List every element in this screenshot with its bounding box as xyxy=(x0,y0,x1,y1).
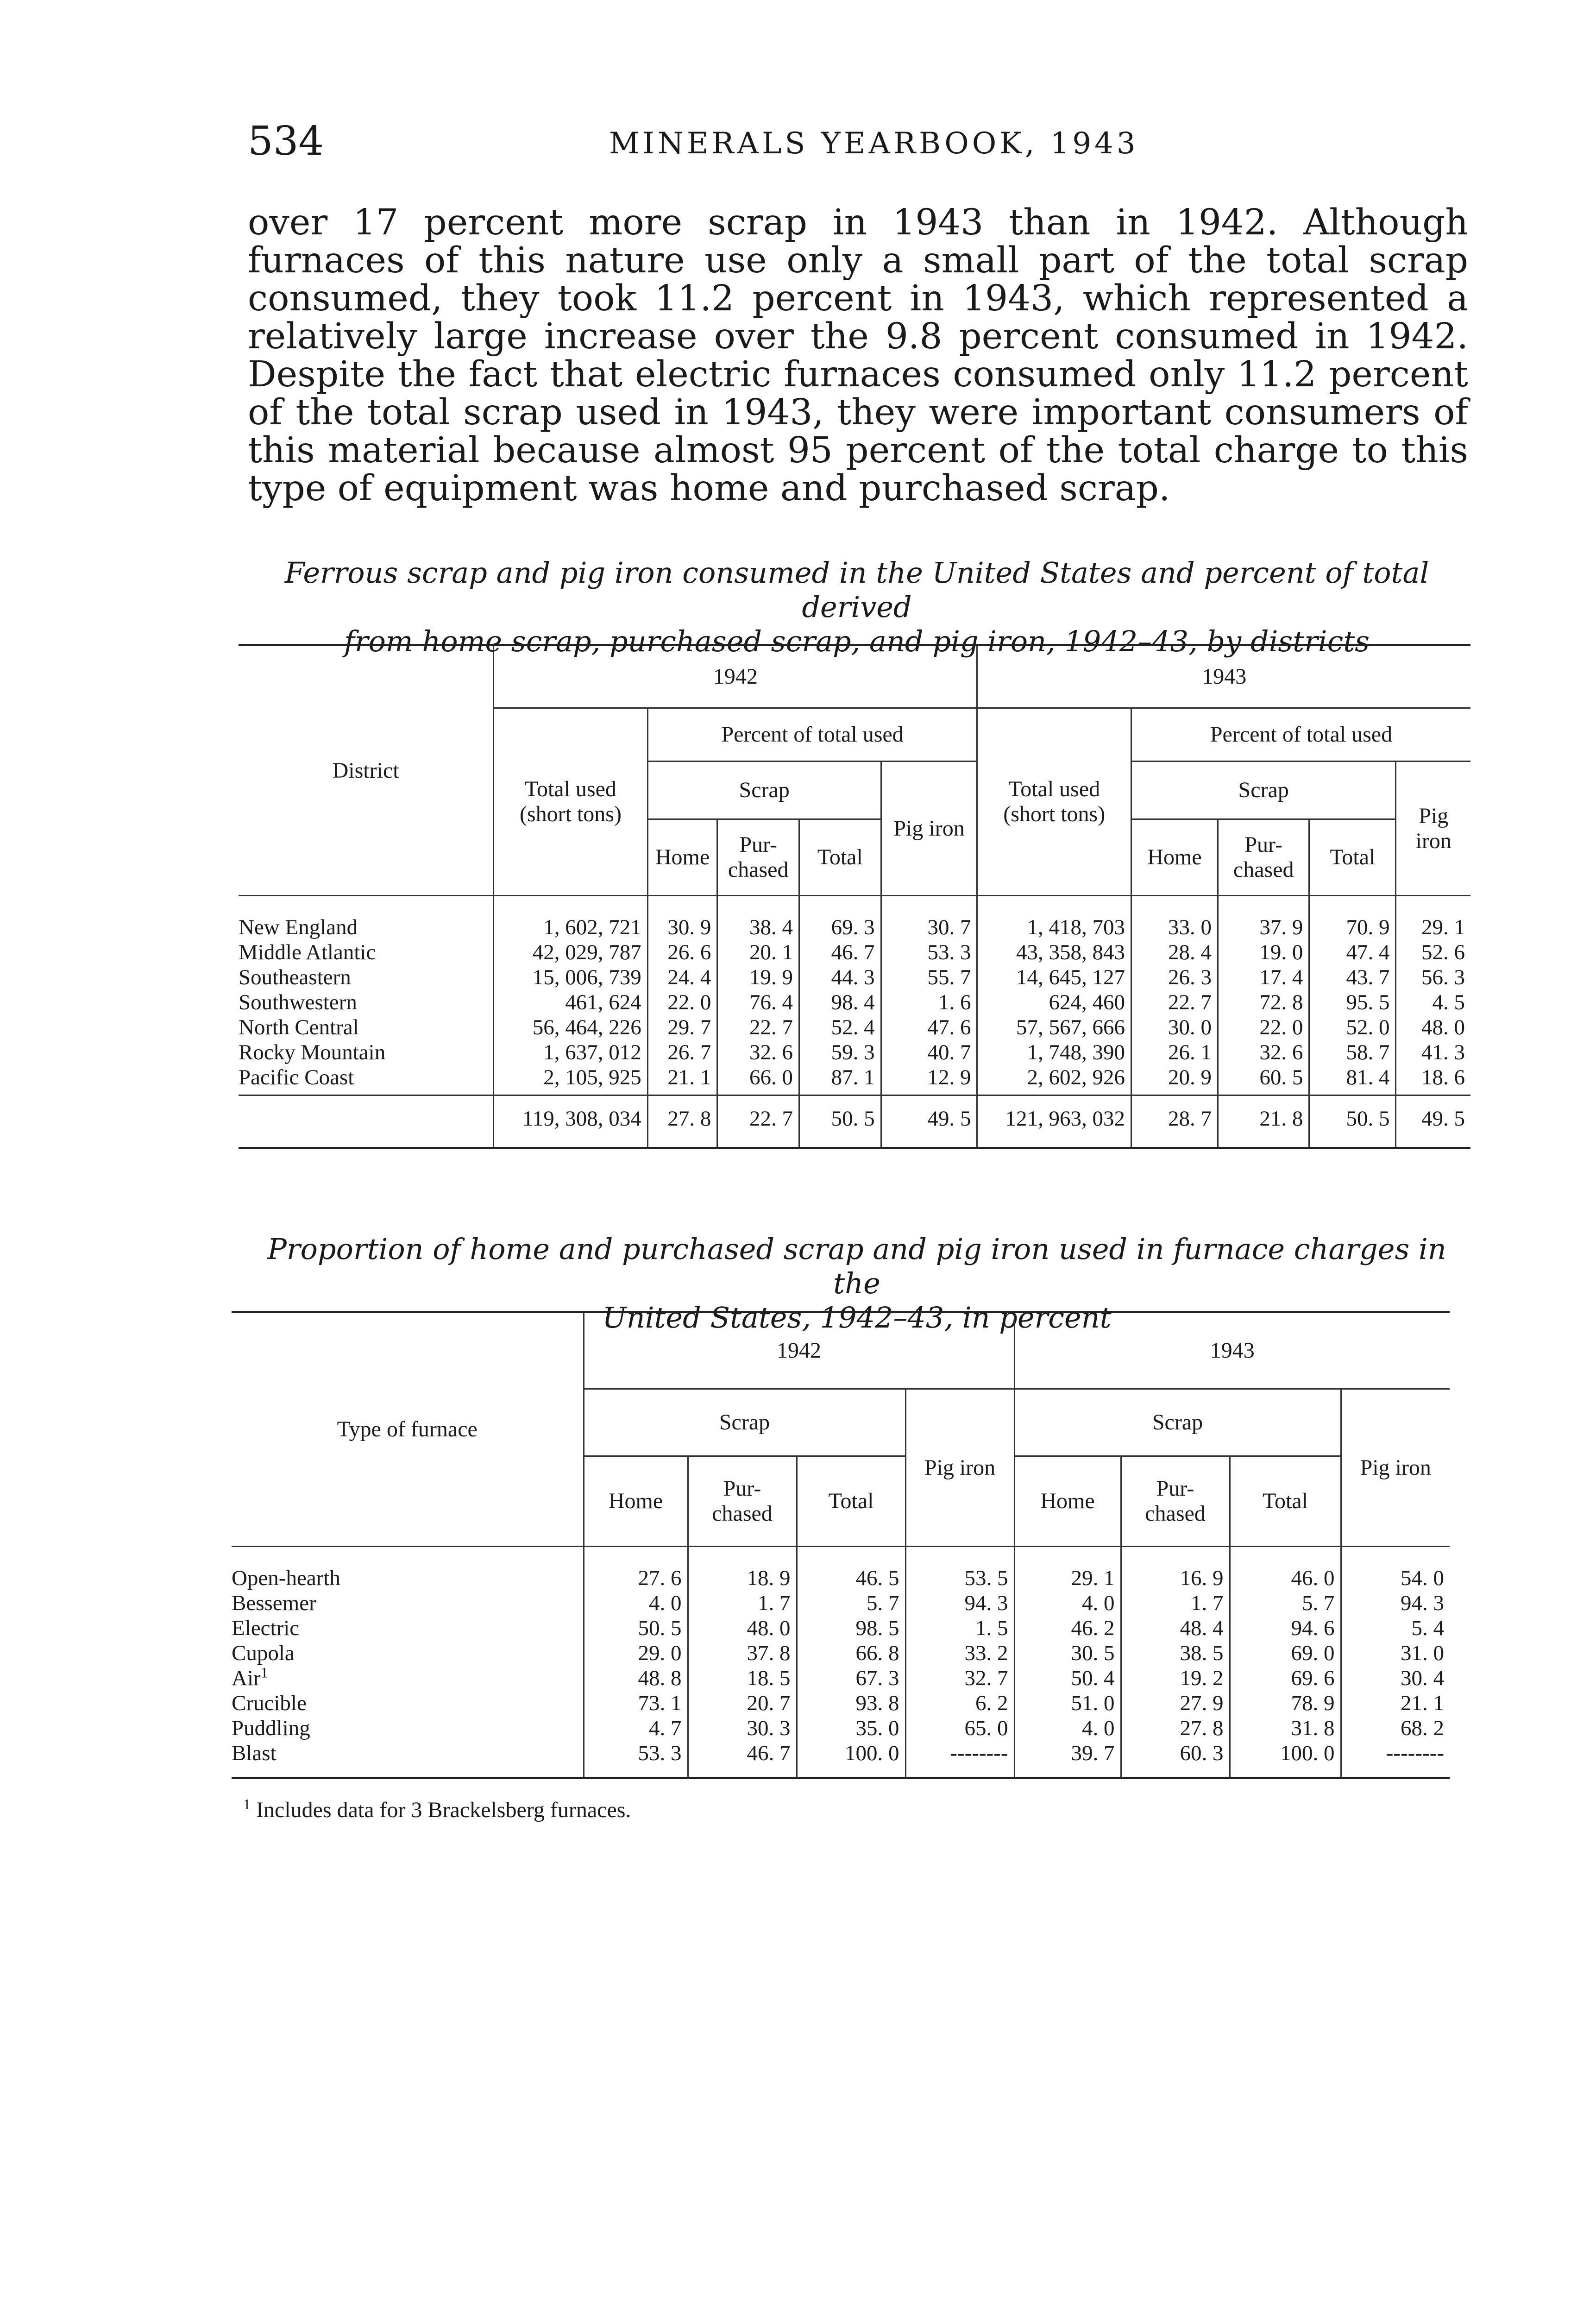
cell-total-1943: 95. 5 xyxy=(1309,990,1396,1015)
year-1943-header: 1943 xyxy=(1014,1312,1450,1389)
cell-purchased-1942: 20. 7 xyxy=(688,1691,797,1716)
cell-purchased-1943: 48. 4 xyxy=(1121,1616,1230,1641)
cell-purchased-1942: 18. 5 xyxy=(688,1666,797,1691)
scrap-1943-header: Scrap xyxy=(1131,762,1395,819)
cell-total-used-1943: 14, 645, 127 xyxy=(977,965,1131,990)
cell-pig-iron-1943: 94. 3 xyxy=(1341,1591,1450,1616)
cell-home-1943: 20. 9 xyxy=(1131,1065,1218,1095)
percent-total-1943-header: Percent of total used xyxy=(1131,708,1470,762)
district-row xyxy=(239,1015,1470,1040)
cell-total-1943: 46. 0 xyxy=(1230,1547,1341,1591)
cell-total-1942: 87. 1 xyxy=(799,1065,881,1095)
cell-pig-iron-1943: 54. 0 xyxy=(1341,1547,1450,1591)
cell-home-1942: 4. 7 xyxy=(584,1716,688,1741)
furnace-row xyxy=(232,1591,1450,1616)
cell-purchased-1942: 38. 4 xyxy=(717,896,799,940)
cell-total-1943: 43. 7 xyxy=(1309,965,1396,990)
cell-pig-iron-1942: 65. 0 xyxy=(905,1716,1014,1741)
cell-purchased-1942: 32. 6 xyxy=(717,1040,799,1065)
cell-home-1942: 24. 4 xyxy=(647,965,717,990)
cell-purchased-1943: 32. 6 xyxy=(1218,1040,1309,1065)
cell-total-used-1943: 2, 602, 926 xyxy=(977,1065,1131,1095)
total-1943-header: Total xyxy=(1230,1456,1341,1547)
cell-purchased-1942: 19. 9 xyxy=(717,965,799,990)
cell-home-1942: 21. 1 xyxy=(647,1065,717,1095)
cell-home-1942: 27. 8 xyxy=(647,1095,717,1148)
cell-purchased-1942: 22. 7 xyxy=(717,1095,799,1148)
home-1943-header: Home xyxy=(1131,819,1218,896)
scrap-1943-header: Scrap xyxy=(1014,1389,1341,1456)
year-1942-header: 1942 xyxy=(494,645,977,708)
cell-home-1942: 29. 7 xyxy=(647,1015,717,1040)
cell-pig-iron-1942: 53. 3 xyxy=(881,940,977,965)
cell-total-1942: 59. 3 xyxy=(799,1040,881,1065)
cell-total-1942: 46. 5 xyxy=(797,1547,905,1591)
furnace-name: Crucible xyxy=(232,1691,307,1715)
cell-home-1943: 50. 4 xyxy=(1014,1666,1121,1691)
cell-home-1943: 33. 0 xyxy=(1131,896,1218,940)
district-name: Rocky Mountain xyxy=(239,1040,386,1064)
cell-total-1942: 67. 3 xyxy=(797,1666,905,1691)
scrap-1942-header: Scrap xyxy=(647,762,881,819)
cell-total-1942: 98. 5 xyxy=(797,1616,905,1641)
cell-total-used-1943: 1, 748, 390 xyxy=(977,1040,1131,1065)
furnace-name: Puddling xyxy=(232,1716,310,1740)
cell-purchased-1942: 30. 3 xyxy=(688,1716,797,1741)
cell-home-1942: 73. 1 xyxy=(584,1691,688,1716)
furnace-name: Air xyxy=(232,1666,261,1690)
cell-home-1943: 30. 5 xyxy=(1014,1641,1121,1666)
cell-total-1943: 70. 9 xyxy=(1309,896,1396,940)
furnace-name: Open-hearth xyxy=(232,1566,340,1590)
cell-pig-iron-1943: 4. 5 xyxy=(1396,990,1470,1015)
pig-iron-1942-header: Pig iron xyxy=(905,1389,1014,1547)
cell-pig-iron-1943: 49. 5 xyxy=(1396,1095,1470,1148)
furnace-proportion-table xyxy=(232,1311,1450,1779)
cell-pig-iron-1942: 94. 3 xyxy=(905,1591,1014,1616)
furnace-row xyxy=(232,1666,1450,1691)
running-title: MINERALS YEARBOOK, 1943 xyxy=(609,126,1139,161)
furnace-row xyxy=(232,1716,1450,1741)
cell-purchased-1943: 27. 9 xyxy=(1121,1691,1230,1716)
cell-total-used-1943: 121, 963, 032 xyxy=(977,1095,1131,1148)
cell-total-1943: 58. 7 xyxy=(1309,1040,1396,1065)
cell-total-1943: 5. 7 xyxy=(1230,1591,1341,1616)
cell-purchased-1942: 22. 7 xyxy=(717,1015,799,1040)
cell-total-used-1943: 43, 358, 843 xyxy=(977,940,1131,965)
district-name: Southeastern xyxy=(239,965,351,989)
district-row xyxy=(239,990,1470,1015)
table1-caption-line: from home scrap, purchased scrap, and pig iron, 1942–43, by districts xyxy=(344,624,1370,658)
cell-total-used-1942: 119, 308, 034 xyxy=(494,1095,648,1148)
body-paragraph: over 17 percent more scrap in 1943 than in 1942. Although furnaces of this nature use only a small part of the total scrap consumed, they took 11.2 percent in 1943, which represented a relatively large increase over the 9.8 percent consumed in 1942. Despite the fact that electric furnaces consumed only 11.2 percent of the total scrap used in 1943, they were important consumers of this material because almost 95 percent of the total charge to this type of equipment was home and purchased scrap. xyxy=(248,202,1468,509)
cell-purchased-1943: 37. 9 xyxy=(1218,896,1309,940)
district-consumption-table xyxy=(239,644,1470,1149)
cell-pig-iron-1943: 52. 6 xyxy=(1396,940,1470,965)
district-name: Pacific Coast xyxy=(239,1065,354,1089)
cell-purchased-1943: 60. 3 xyxy=(1121,1741,1230,1778)
cell-total-1942: 50. 5 xyxy=(799,1095,881,1148)
cell-total-used-1942: 1, 637, 012 xyxy=(494,1040,648,1065)
scrap-1942-header: Scrap xyxy=(584,1389,905,1456)
furnace-name-cell xyxy=(232,1666,584,1691)
cell-pig-iron-1942: 1. 6 xyxy=(881,990,977,1015)
cell-total-used-1943: 624, 460 xyxy=(977,990,1131,1015)
cell-home-1943: 39. 7 xyxy=(1014,1741,1121,1778)
cell-pig-iron-1943: 56. 3 xyxy=(1396,965,1470,990)
furnace-row xyxy=(232,1616,1450,1641)
cell-pig-iron-1942: 47. 6 xyxy=(881,1015,977,1040)
cell-total-1942: 5. 7 xyxy=(797,1591,905,1616)
district-row xyxy=(239,896,1470,940)
cell-home-1943: 4. 0 xyxy=(1014,1716,1121,1741)
purchased-1942-header: Pur- chased xyxy=(688,1456,797,1547)
cell-pig-iron-1942: 1. 5 xyxy=(905,1616,1014,1641)
footnote xyxy=(243,1797,631,1823)
cell-pig-iron-1942: 33. 2 xyxy=(905,1641,1014,1666)
district-name: New England xyxy=(239,915,358,939)
cell-total-1942: 66. 8 xyxy=(797,1641,905,1666)
purchased-1943-header: Pur- chased xyxy=(1121,1456,1230,1547)
cell-total-1942: 69. 3 xyxy=(799,896,881,940)
home-1943-header: Home xyxy=(1014,1456,1121,1547)
cell-pig-iron-1942: 49. 5 xyxy=(881,1095,977,1148)
district-header: District xyxy=(239,645,494,896)
cell-pig-iron-1942: 55. 7 xyxy=(881,965,977,990)
cell-pig-iron-1942: 6. 2 xyxy=(905,1691,1014,1716)
cell-purchased-1943: 72. 8 xyxy=(1218,990,1309,1015)
table1-caption-line: Ferrous scrap and pig iron consumed in the United States and percent of total derived xyxy=(284,556,1429,624)
cell-total-used-1943: 1, 418, 703 xyxy=(977,896,1131,940)
furnace-name: Cupola xyxy=(232,1641,295,1665)
cell-home-1942: 53. 3 xyxy=(584,1741,688,1778)
cell-total-1942: 100. 0 xyxy=(797,1741,905,1778)
cell-purchased-1942: 20. 1 xyxy=(717,940,799,965)
cell-home-1942: 22. 0 xyxy=(647,990,717,1015)
cell-purchased-1943: 38. 5 xyxy=(1121,1641,1230,1666)
cell-total-used-1942: 56, 464, 226 xyxy=(494,1015,648,1040)
footnote-text: Includes data for 3 Brackelsberg furnaces. xyxy=(256,1798,631,1822)
cell-home-1943: 28. 7 xyxy=(1131,1095,1218,1148)
pig-iron-1943-header: Pig iron xyxy=(1341,1389,1450,1547)
pig-iron-1943-header: Pig iron xyxy=(1396,762,1470,896)
cell-home-1943: 46. 2 xyxy=(1014,1616,1121,1641)
cell-pig-iron-1943: 21. 1 xyxy=(1341,1691,1450,1716)
cell-home-1942: 26. 7 xyxy=(647,1040,717,1065)
cell-total-used-1943: 57, 567, 666 xyxy=(977,1015,1131,1040)
cell-total-1943: 47. 4 xyxy=(1309,940,1396,965)
furnace-name: Blast xyxy=(232,1741,584,1778)
table2-caption-line: Proportion of home and purchased scrap and pig iron used in furnace charges in the xyxy=(267,1232,1446,1300)
cell-purchased-1943: 27. 8 xyxy=(1121,1716,1230,1741)
cell-purchased-1943: 1. 7 xyxy=(1121,1591,1230,1616)
cell-pig-iron-1942: 12. 9 xyxy=(881,1065,977,1095)
cell-home-1943: 22. 7 xyxy=(1131,990,1218,1015)
cell-total-1942: 44. 3 xyxy=(799,965,881,990)
furnace-row xyxy=(232,1691,1450,1716)
cell-purchased-1942: 46. 7 xyxy=(688,1741,797,1778)
cell-home-1942: 4. 0 xyxy=(584,1591,688,1616)
cell-pig-iron-1943: -------- xyxy=(1341,1741,1450,1778)
cell-total-1942: 98. 4 xyxy=(799,990,881,1015)
furnace-row xyxy=(232,1741,1450,1778)
cell-purchased-1943: 17. 4 xyxy=(1218,965,1309,990)
cell-total-used-1942: 1, 602, 721 xyxy=(494,896,648,940)
footnote-reference: 1 xyxy=(260,1664,268,1681)
furnace-name: Electric xyxy=(232,1616,300,1640)
cell-home-1942: 26. 6 xyxy=(647,940,717,965)
district-row xyxy=(239,1040,1470,1065)
cell-pig-iron-1943: 31. 0 xyxy=(1341,1641,1450,1666)
cell-home-1943: 28. 4 xyxy=(1131,940,1218,965)
total-1942-header: Total xyxy=(799,819,881,896)
cell-purchased-1942: 37. 8 xyxy=(688,1641,797,1666)
cell-pig-iron-1943: 29. 1 xyxy=(1396,896,1470,940)
cell-total-1942: 35. 0 xyxy=(797,1716,905,1741)
cell-total-used-1942: 2, 105, 925 xyxy=(494,1065,648,1095)
cell-pig-iron-1942: 30. 7 xyxy=(881,896,977,940)
cell-total-used-1942: 15, 006, 739 xyxy=(494,965,648,990)
cell-pig-iron-1943: 5. 4 xyxy=(1341,1616,1450,1641)
total-used-1943-header: Total used (short tons) xyxy=(977,708,1131,896)
cell-total-used-1942: 461, 624 xyxy=(494,990,648,1015)
table2-caption-line: United States, 1942–43, in percent xyxy=(602,1301,1112,1334)
furnace-name: Bessemer xyxy=(232,1591,316,1615)
table1-caption xyxy=(241,556,1473,659)
cell-purchased-1943: 16. 9 xyxy=(1121,1547,1230,1591)
cell-home-1942: 48. 8 xyxy=(584,1666,688,1691)
cell-total-1942: 46. 7 xyxy=(799,940,881,965)
district-row xyxy=(239,940,1470,965)
cell-total-1943: 52. 0 xyxy=(1309,1015,1396,1040)
total-1942-header: Total xyxy=(797,1456,905,1547)
cell-purchased-1942: 76. 4 xyxy=(717,990,799,1015)
furnace-row xyxy=(232,1547,1450,1591)
footnote-marker: 1 xyxy=(243,1796,251,1813)
cell-total-1943: 31. 8 xyxy=(1230,1716,1341,1741)
home-1942-header: Home xyxy=(647,819,717,896)
cell-pig-iron-1943: 18. 6 xyxy=(1396,1065,1470,1095)
cell-pig-iron-1942: 32. 7 xyxy=(905,1666,1014,1691)
cell-pig-iron-1943: 68. 2 xyxy=(1341,1716,1450,1741)
district-row xyxy=(239,965,1470,990)
cell-home-1943: 29. 1 xyxy=(1014,1547,1121,1591)
home-1942-header: Home xyxy=(584,1456,688,1547)
cell-home-1943: 30. 0 xyxy=(1131,1015,1218,1040)
cell-total-1943: 69. 6 xyxy=(1230,1666,1341,1691)
district-row xyxy=(239,1065,1470,1095)
purchased-1942-header: Pur- chased xyxy=(717,819,799,896)
cell-home-1943: 4. 0 xyxy=(1014,1591,1121,1616)
cell-home-1942: 29. 0 xyxy=(584,1641,688,1666)
total-used-1942-header: Total used (short tons) xyxy=(494,708,648,896)
cell-home-1943: 26. 3 xyxy=(1131,965,1218,990)
cell-total-1942: 52. 4 xyxy=(799,1015,881,1040)
cell-purchased-1943: 19. 0 xyxy=(1218,940,1309,965)
cell-purchased-1943: 19. 2 xyxy=(1121,1666,1230,1691)
year-1942-header: 1942 xyxy=(584,1312,1014,1389)
cell-pig-iron-1943: 30. 4 xyxy=(1341,1666,1450,1691)
district-name: Middle Atlantic xyxy=(239,940,376,964)
cell-home-1943: 26. 1 xyxy=(1131,1040,1218,1065)
cell-purchased-1943: 22. 0 xyxy=(1218,1015,1309,1040)
type-of-furnace-header: Type of furnace xyxy=(232,1312,584,1547)
cell-home-1942: 27. 6 xyxy=(584,1547,688,1591)
cell-total-1943: 50. 5 xyxy=(1309,1095,1396,1148)
year-1943-header: 1943 xyxy=(977,645,1470,708)
cell-total-1943: 69. 0 xyxy=(1230,1641,1341,1666)
cell-pig-iron-1942: 40. 7 xyxy=(881,1040,977,1065)
cell-purchased-1942: 48. 0 xyxy=(688,1616,797,1641)
cell-pig-iron-1943: 41. 3 xyxy=(1396,1040,1470,1065)
cell-total-1943: 78. 9 xyxy=(1230,1691,1341,1716)
totals-row xyxy=(239,1095,1470,1148)
cell-pig-iron-1943: 48. 0 xyxy=(1396,1015,1470,1040)
cell-purchased-1942: 18. 9 xyxy=(688,1547,797,1591)
cell-total-used-1942: 42, 029, 787 xyxy=(494,940,648,965)
cell-purchased-1942: 1. 7 xyxy=(688,1591,797,1616)
cell-total-1942: 93. 8 xyxy=(797,1691,905,1716)
cell-pig-iron-1942: -------- xyxy=(905,1741,1014,1778)
cell-home-1942: 50. 5 xyxy=(584,1616,688,1641)
cell-purchased-1943: 21. 8 xyxy=(1218,1095,1309,1148)
page-header xyxy=(248,118,1470,169)
cell-total-1943: 94. 6 xyxy=(1230,1616,1341,1641)
cell-total-1943: 100. 0 xyxy=(1230,1741,1341,1778)
pig-iron-1942-header: Pig iron xyxy=(881,762,977,896)
page-number: 534 xyxy=(248,118,324,164)
cell-purchased-1942: 66. 0 xyxy=(717,1065,799,1095)
total-1943-header: Total xyxy=(1309,819,1396,896)
cell-home-1942: 30. 9 xyxy=(647,896,717,940)
cell-home-1943: 51. 0 xyxy=(1014,1691,1121,1716)
furnace-row xyxy=(232,1641,1450,1666)
purchased-1943-header: Pur- chased xyxy=(1218,819,1309,896)
district-name: North Central xyxy=(239,1015,359,1039)
district-name: Southwestern xyxy=(239,990,357,1014)
percent-total-1942-header: Percent of total used xyxy=(647,708,977,762)
cell-total-1943: 81. 4 xyxy=(1309,1065,1396,1095)
cell-purchased-1943: 60. 5 xyxy=(1218,1065,1309,1095)
cell-pig-iron-1942: 53. 5 xyxy=(905,1547,1014,1591)
